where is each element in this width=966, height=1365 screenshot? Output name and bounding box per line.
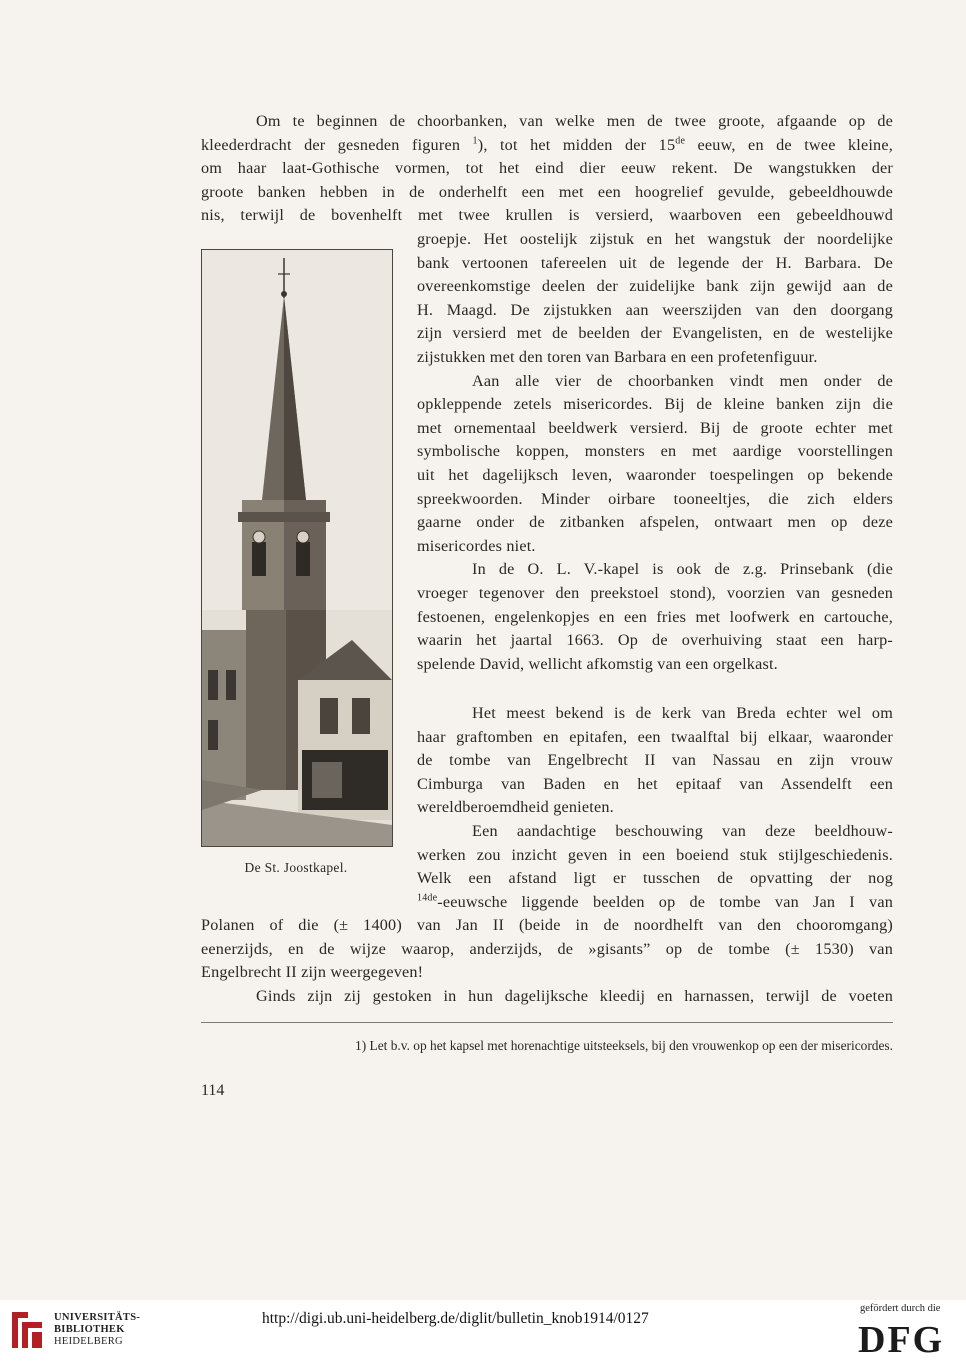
text-line: In de O. L. V.-kapel is ook de z.g. Prinsebank (die [472, 560, 893, 579]
text-line: Welk een afstand ligt er tusschen de opvatting der nog [417, 869, 893, 888]
text-line: met ornementaal beeldwerk versierd. Bij de groote echter met [417, 418, 893, 437]
paragraph-choorbanken [201, 110, 893, 228]
text-line: haar graftomben en epitafen, een twaalftal bij elkaar, waaronder [417, 727, 893, 746]
text-line: de tombe van Engelbrecht II van Nassau en zijn vrouw [417, 751, 893, 770]
text-line: spreekwoorden. Minder oirbare tooneeltjes, die zich elders [417, 489, 893, 508]
footnote-divider [201, 1022, 893, 1023]
text-line: wereldberoemdheid genieten. [417, 798, 614, 817]
text-line: Polanen of die (± 1400) van Jan II (beide in de noordhelft van den chooromgang) [201, 916, 893, 934]
text-line: zijstukken met den toren van Barbara en een profetenfiguur. [417, 347, 818, 366]
text-line: werken zou inzicht geven in een boeiend stuk stijlgeschiedenis. [417, 845, 893, 864]
text-line: overeenkomstige deelen der zuidelijke bank zijn gewijd aan de [417, 277, 893, 296]
page-number: 114 [201, 1082, 225, 1099]
text-line: Aan alle vier de choorbanken vindt men onder de [472, 371, 893, 390]
text-line: Om te beginnen de choorbanken, van welke men de twee groote, afgaande op de [256, 112, 893, 130]
text-line: bank vertoonen tafereelen uit de legende der H. Barbara. De [417, 253, 893, 272]
text-line: vroeger tegenover den preekstoel stond), voorzien van gesneden [417, 583, 893, 602]
footnote-ref[interactable]: 1 [472, 135, 478, 147]
text-line: Het meest bekend is de kerk van Breda echter wel om [472, 704, 893, 722]
text-line: zijn versierd met de beelden der Evangelisten, en de westelijke [417, 324, 893, 343]
text-line: waarin het jaartal 1663. Op de overhuiving staat een harp- [417, 631, 893, 650]
church-tower-photo [201, 249, 393, 847]
footnote: 1) Let b.v. op het kapsel met horenachtige uitsteeksels, bij den vrouwenkop op een der misericordes. [355, 1038, 893, 1053]
photo-caption: De St. Joostkapel. [244, 860, 348, 875]
text-line: groepje. Het oostelijk zijstuk en het wangstuk der noordelijke [417, 230, 893, 248]
text-line: Cimburga van Baden en het epitaaf van Assendelft een [417, 774, 893, 793]
text-line: $^{14de}$-eeuwsche liggende beelden op de tombe van Jan I van [417, 892, 893, 911]
text-line: nis, terwijl de bovenhelft met twee krullen is versierd, waarboven een gebeeldhouwd [201, 206, 893, 225]
text-line: uit het dagelijksch leven, waaronder toespelingen op bekende [417, 465, 893, 484]
text-line: Engelbrecht II zijn weergegeven! [201, 963, 424, 982]
text-line: gaarne onder de zitbanken afspelen, ontwaart men op deze [417, 513, 893, 532]
library-name[interactable]: UNIVERSITÄTS- BIBLIOTHEK HEIDELBERG [54, 1312, 141, 1347]
right-column-text-2 [417, 702, 893, 914]
text-line: misericordes niet. [417, 536, 536, 555]
lower-text [201, 914, 893, 1008]
text-line: Een aandachtige beschouwing van deze beeldhouw- [472, 821, 893, 840]
text-line: symbolische koppen, monsters en met aardige voorstellingen [417, 442, 893, 461]
text-line: festoenen, engelenkopjes en een fries met loofwerk en cartouche, [417, 607, 893, 626]
text-line: kleederdracht der gesneden figuren $^1$), tot het midden der 15de eeuw, en de twee kleine, [201, 135, 893, 154]
text-line: opkleppende zetels misericordes. Bij de kleine banken zijn die [417, 395, 893, 414]
funding-label: gefördert durch die [860, 1303, 941, 1314]
source-url-link[interactable]: http://digi.ub.uni-heidelberg.de/diglit/bulletin_knob1914/0127 [262, 1310, 649, 1327]
text-line: eenerzijds, en de wijze waarop, anderzijds, de »gisants” op de tombe (± 1530) van [201, 939, 893, 958]
text-line: om haar laat-Gothische vormen, tot het eind dier eeuw rekent. De wangstukken der [201, 159, 893, 178]
text-line: spelende David, wellicht afkomstig van een orgelkast. [417, 654, 778, 673]
text-line: Ginds zijn zij gestoken in hun dagelijksche kleedij en harnassen, terwijl de voeten [256, 986, 893, 1005]
university-library-logo-icon [8, 1308, 46, 1352]
text-line: H. Maagd. De zijstukken aan weerszijden van den doorgang [417, 300, 893, 319]
text-line: groote banken hebben in de onderhelft een met een hoogrelief gevulde, gebeeldhouwde [201, 182, 893, 201]
dfg-logo[interactable]: DFG [858, 1319, 945, 1361]
right-column-text [417, 228, 893, 676]
